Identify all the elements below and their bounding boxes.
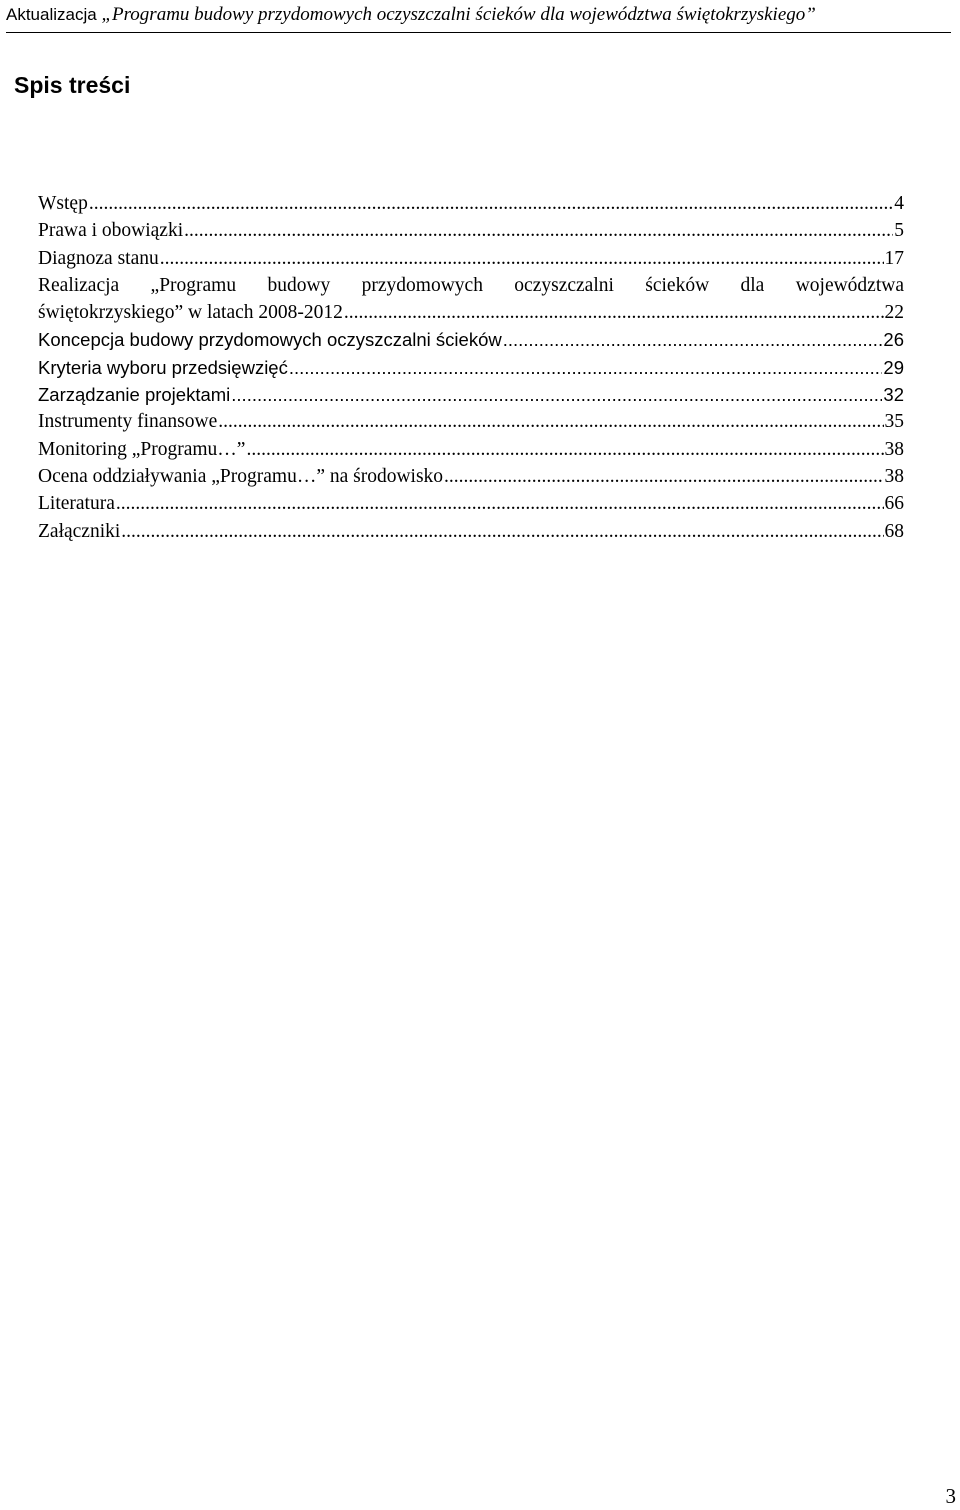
running-header: [6, 2, 951, 33]
toc-entry-page: 32: [883, 384, 904, 406]
toc-entry-page: 22: [884, 302, 904, 324]
toc-entry-page: 68: [884, 520, 904, 542]
toc-entry-prawa[interactable]: [38, 217, 904, 244]
toc-entry-wstep[interactable]: [38, 190, 904, 217]
toc-entry-label: Ocena oddziaływania „Programu…” na środowisko: [38, 465, 444, 487]
toc-entry-page: 26: [883, 329, 904, 351]
toc-entry-zarzadzanie[interactable]: [38, 381, 904, 408]
dot-leader: [184, 217, 893, 244]
dot-leader: [289, 354, 883, 381]
toc-entry-diagnoza[interactable]: [38, 245, 904, 272]
dot-leader: [231, 381, 882, 408]
toc-entry-label: Instrumenty finansowe: [38, 411, 218, 433]
toc-entry-literatura[interactable]: [38, 490, 904, 517]
dot-leader: [116, 490, 884, 517]
toc-entry-monitoring[interactable]: [38, 436, 904, 463]
dot-leader: [89, 190, 893, 217]
header-title: „Programu budowy przydomowych oczyszczalni ścieków dla województwa świętokrzyskiego”: [101, 4, 816, 25]
toc-entry-label: Monitoring „Programu…”: [38, 438, 246, 460]
toc-entry-page: 35: [884, 411, 904, 433]
toc-entry-page: 5: [894, 220, 904, 242]
toc-entry-label: Literatura: [38, 493, 115, 515]
toc-heading: Spis treści: [14, 72, 131, 98]
header-prefix: Aktualizacja: [6, 5, 102, 24]
toc-entry-label: Koncepcja budowy przydomowych oczyszczalni ścieków: [38, 329, 502, 351]
dot-leader: [121, 518, 883, 545]
toc-entry-label: Wstęp: [38, 193, 88, 214]
toc-entry-page: 38: [884, 438, 904, 460]
toc-entry-label: Prawa i obowiązki: [38, 220, 184, 242]
toc-entry-zalaczniki[interactable]: [38, 518, 904, 545]
dot-leader: [503, 326, 883, 353]
toc-entry-kryteria[interactable]: [38, 354, 904, 381]
dot-leader: [160, 245, 884, 272]
toc-entry-page: 4: [894, 193, 904, 214]
toc-entry-instrumenty[interactable]: [38, 408, 904, 435]
table-of-contents: [38, 190, 904, 545]
toc-entry-label: Kryteria wyboru przedsięwzięć: [38, 356, 288, 378]
toc-entry-realizacja[interactable]: [38, 299, 904, 326]
toc-entry-label: Diagnoza stanu: [38, 247, 159, 269]
toc-entry-ocena[interactable]: [38, 463, 904, 490]
toc-entry-koncepcja[interactable]: [38, 326, 904, 353]
page-number: 3: [945, 1484, 956, 1508]
toc-entry-page: 38: [884, 465, 904, 487]
toc-entry-realizacja-line1[interactable]: Realizacja „Programu budowy przydomowych oczyszczalni ścieków dla województwa: [38, 274, 904, 296]
dot-leader: [444, 463, 883, 490]
toc-entry-label: Zarządzanie projektami: [38, 384, 231, 406]
toc-entry-page: 17: [884, 247, 904, 269]
toc-entry-label: Załączniki: [38, 520, 121, 542]
toc-entry-page: 29: [883, 356, 904, 378]
toc-entry-page: 66: [884, 493, 904, 515]
dot-leader: [218, 408, 883, 435]
toc-entry-label: świętokrzyskiego” w latach 2008-2012: [38, 302, 343, 324]
dot-leader: [344, 299, 884, 326]
dot-leader: [246, 436, 883, 463]
